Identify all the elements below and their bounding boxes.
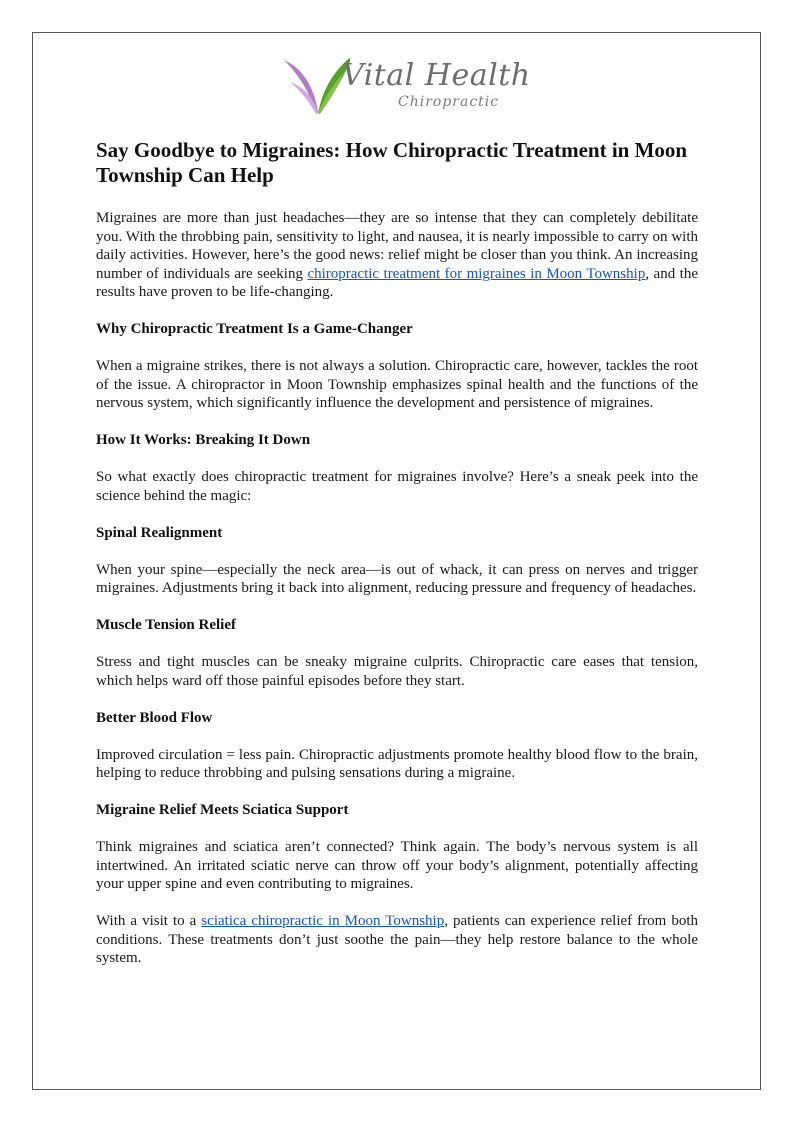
- heading-sciatica: Migraine Relief Meets Sciatica Support: [96, 802, 349, 818]
- intro-paragraph: [96, 209, 698, 302]
- vital-health-logo: [280, 52, 531, 122]
- intro-text-after: , and the results have proven to be life-changing.: [96, 265, 698, 300]
- paragraph-sciatica: Think migraines and sciatica aren’t connected? Think again. The body’s nervous system is all intertwined. An irritated sciatic nerve can throw off your body’s alignment, potentially affecting your upper spine and even contributing to migraines.: [96, 839, 698, 892]
- sciatica-text-after: , patients can experience relief from both conditions. These treatments don’t just soothe the pain—they help restore balance to the whole system.: [96, 913, 699, 966]
- article-body: [96, 138, 698, 986]
- heading-spinal-realignment: Spinal Realignment: [96, 524, 223, 541]
- leaf-logo-icon: [280, 52, 350, 122]
- paragraph-muscle-tension: Stress and tight muscles can be sneaky migraine culprits. Chiropractic care eases that tension, which helps ward off those painful episodes before they start.: [96, 654, 698, 689]
- heading-how-it-works: How It Works: Breaking It Down: [96, 432, 311, 448]
- sciatica-text-before: With a visit to a: [96, 913, 202, 929]
- heading-blood-flow: Better Blood Flow: [96, 709, 213, 726]
- article-title: Say Goodbye to Migraines: How Chiropractic Treatment in Moon Township Can Help: [96, 138, 688, 187]
- paragraph-spinal-realignment: When your spine—especially the neck area—is out of whack, it can press on nerves and trigger migraines. Adjustments bring it back into alignment, reducing pressure and frequency of headaches.: [96, 561, 698, 596]
- sciatica-chiropractic-link[interactable]: sciatica chiropractic in Moon Township: [201, 913, 445, 929]
- heading-game-changer: Why Chiropractic Treatment Is a Game-Changer: [96, 321, 413, 337]
- heading-muscle-tension: Muscle Tension Relief: [96, 617, 237, 633]
- brand-main-text: Vital Health: [342, 58, 531, 93]
- migraine-treatment-link[interactable]: chiropractic treatment for migraines in Moon Township: [307, 265, 646, 282]
- paragraph-how-it-works: So what exactly does chiropractic treatment for migraines involve? Here’s a sneak peek into the science behind the magic:: [96, 469, 698, 504]
- intro-text-before: Migraines are more than just headaches—they are so intense that they can completely debilitate you. With the throbbing pain, sensitivity to light, and nausea, it is nearly impossible to carry on with daily activities. However, here’s the good news: relief might be closer than you think. An increasing number of individuals are seeking: [96, 210, 698, 282]
- paragraph-blood-flow: Improved circulation = less pain. Chiropractic adjustments promote healthy blood flow to the brain, helping to reduce throbbing and pulsing sensations during a migraine.: [96, 746, 698, 781]
- paragraph-sciatica-visit: [96, 912, 698, 968]
- paragraph-game-changer: When a migraine strikes, there is not always a solution. Chiropractic care, however, tackles the root of the issue. A chiropractor in Moon Township emphasizes spinal health and the functions of the nervous system, which significantly influence the development and persistence of migraines.: [96, 358, 698, 411]
- brand-sub-text: Chiropractic: [398, 94, 500, 110]
